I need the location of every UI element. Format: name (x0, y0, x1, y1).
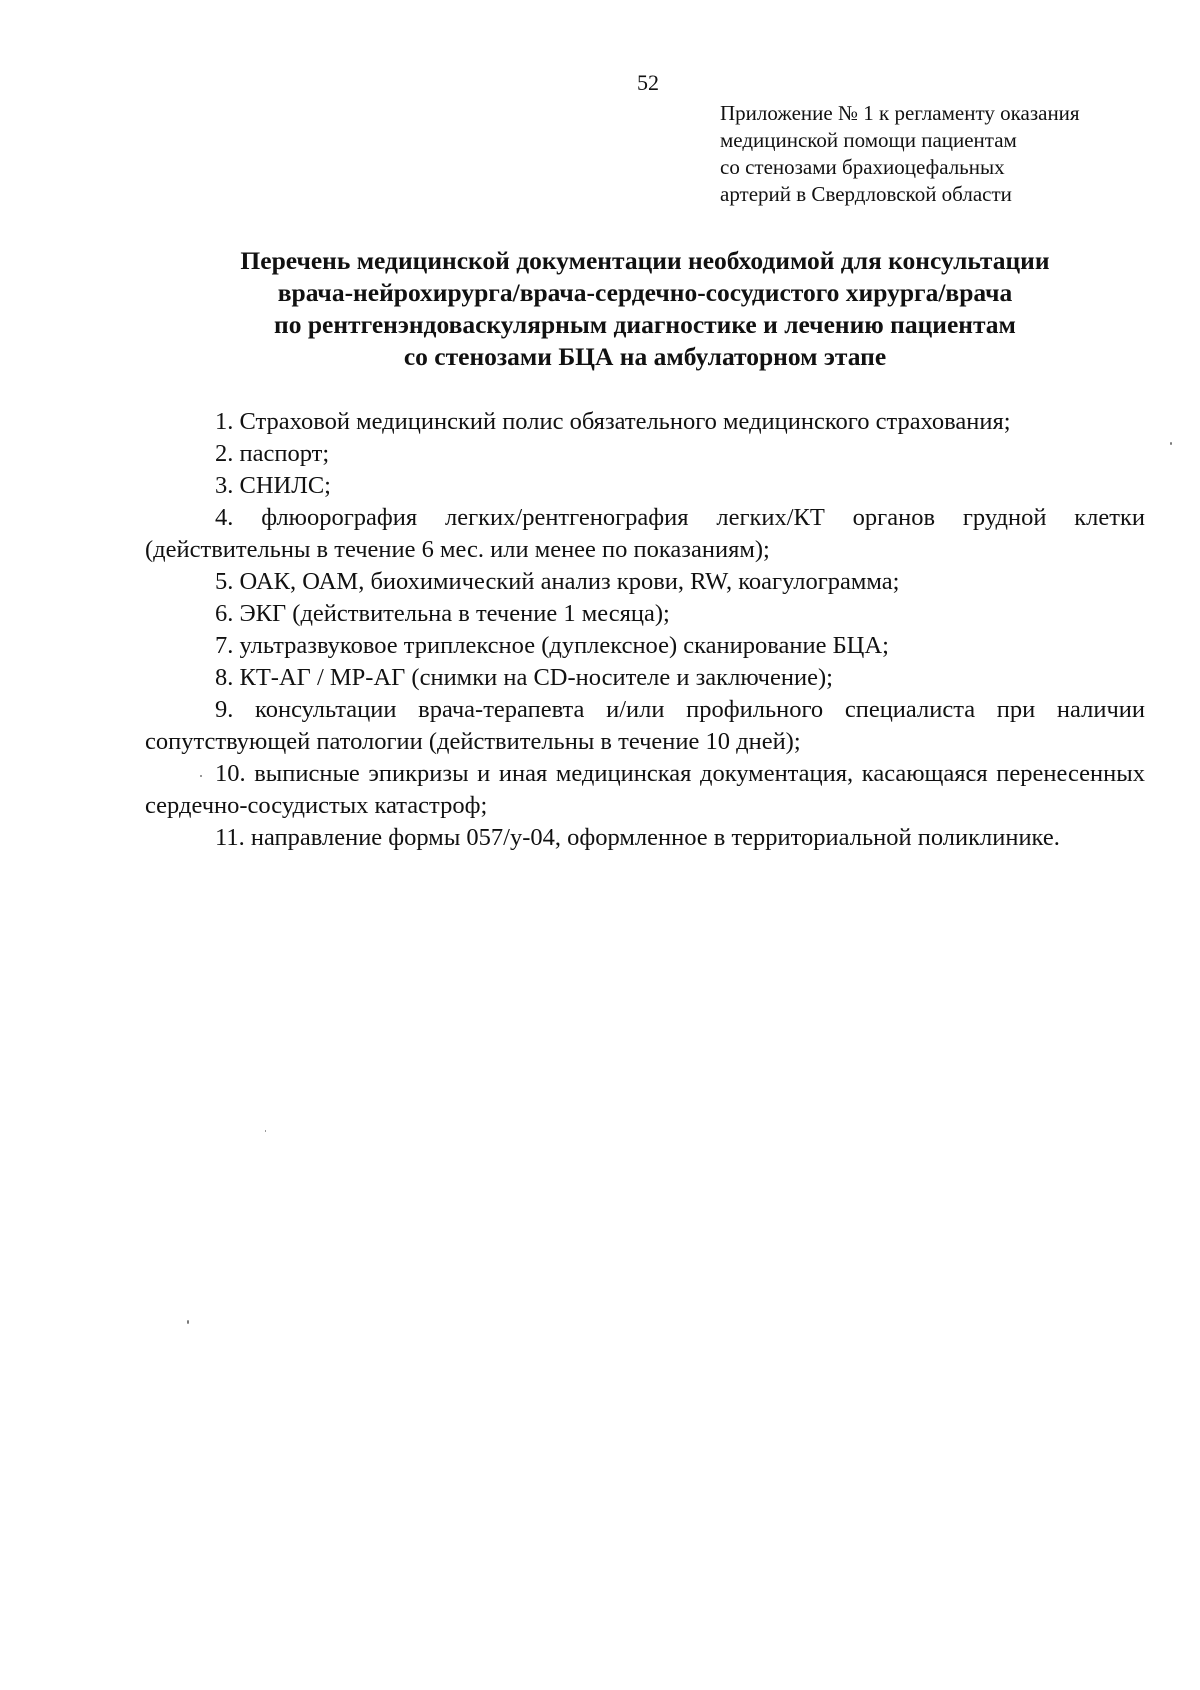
list-item: 4. флюорография легких/рентгенография легких/КТ органов грудной клетки (действительны в течение 6 мес. или менее по показаниям); (145, 504, 1145, 563)
list-item: 7. ультразвуковое триплексное (дуплексное) сканирование БЦА; (215, 632, 889, 659)
appendix-line: медицинской помощи пациентам (720, 128, 1017, 152)
scan-speck (187, 1320, 189, 1324)
list-item: 8. КТ-АГ / МР-АГ (снимки на CD-носителе и заключение); (215, 664, 833, 691)
scan-speck (265, 1130, 266, 1132)
title-line: Перечень медицинской документации необходимой для консультации (240, 246, 1050, 275)
title-line: врача-нейрохирурга/врача-сердечно-сосудистого хирурга/врача (277, 278, 1013, 307)
appendix-line: Приложение № 1 к регламенту оказания (720, 101, 1080, 125)
list-item: 10. выписные эпикризы и иная медицинская документация, касающаяся перенесенных сердечно-сосудистых катастроф; (145, 760, 1145, 819)
page-number: 52 (637, 70, 659, 95)
list-item: 6. ЭКГ (действительна в течение 1 месяца); (215, 600, 670, 627)
list-item: 11. направление формы 057/у-04, оформленное в территориальной поликлинике. (215, 824, 1060, 851)
list-item: 5. ОАК, ОАМ, биохимический анализ крови, RW, коагулограмма; (215, 568, 900, 595)
list-item: 3. СНИЛС; (215, 472, 331, 499)
title-line: по рентгенэндоваскулярным диагностике и лечению пациентам (274, 310, 1016, 339)
documents-list (145, 406, 1145, 854)
scan-speck (1170, 442, 1172, 445)
list-item: 1. Страховой медицинский полис обязательного медицинского страхования; (215, 408, 1011, 435)
title-line: со стенозами БЦА на амбулаторном этапе (403, 342, 887, 371)
appendix-line: артерий в Свердловской области (720, 182, 1012, 206)
document-title (140, 245, 1150, 373)
appendix-line: со стенозами брахиоцефальных (720, 155, 1005, 179)
scan-speck (200, 775, 202, 777)
list-item: 2. паспорт; (215, 440, 330, 467)
list-item: 9. консультации врача-терапевта и/или профильного специалиста при наличии сопутствующей патологии (действительны в течение 10 дней); (145, 696, 1145, 755)
appendix-note (720, 100, 1160, 208)
